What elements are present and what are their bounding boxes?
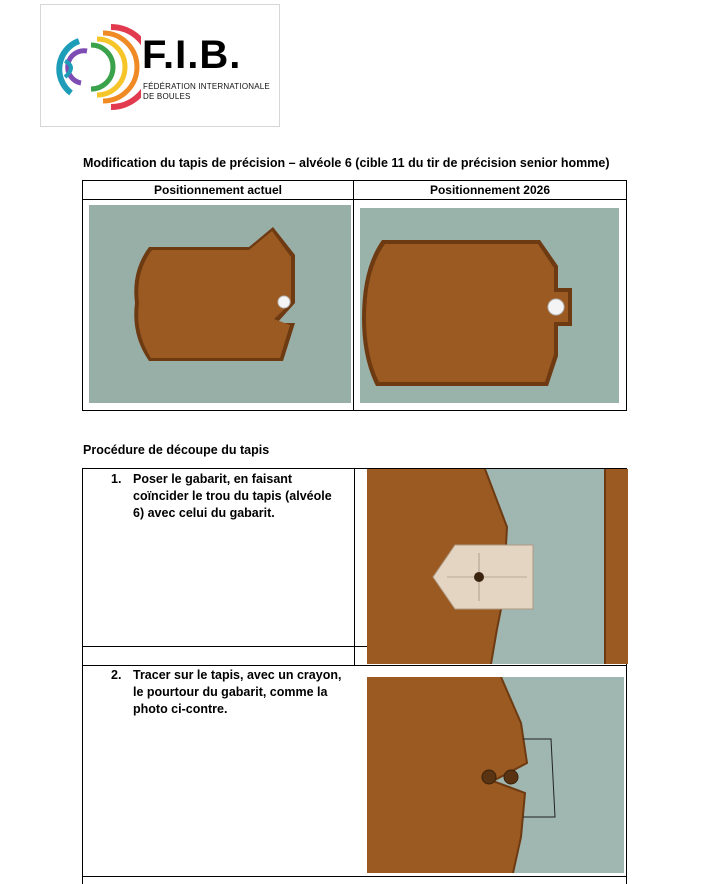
section-heading-modification: Modification du tapis de précision – alvéole 6 (cible 11 du tir de précision senior homme)	[83, 156, 610, 170]
table-divider	[353, 181, 354, 410]
table-divider	[83, 665, 626, 666]
photo-current-position	[89, 205, 351, 403]
column-header-current: Positionnement actuel	[153, 183, 283, 197]
table-divider	[83, 199, 626, 200]
logo-title: F.I.B.	[142, 33, 242, 77]
table-divider	[83, 876, 626, 877]
logo-subtitle-line2: DE BOULES	[143, 92, 191, 101]
logo-subtitle	[143, 82, 270, 102]
fib-logo-mark-icon	[51, 19, 141, 115]
table-divider	[354, 469, 355, 665]
column-header-2026: Positionnement 2026	[429, 183, 551, 197]
logo-subtitle-line1: FÉDÉRATION INTERNATIONALE	[143, 82, 270, 91]
procedure-table	[82, 468, 627, 884]
fib-logo	[40, 4, 280, 127]
photo-template-traced	[367, 677, 624, 873]
step-number: 2.	[111, 668, 122, 682]
table-divider	[83, 646, 367, 647]
photo-template-placed	[367, 469, 628, 664]
step-number: 1.	[111, 472, 122, 486]
step-text: Tracer sur le tapis, avec un crayon, le pourtour du gabarit, comme la photo ci-contre.	[133, 668, 342, 716]
step-text: Poser le gabarit, en faisant coïncider le trou du tapis (alvéole 6) avec celui du gabarit.	[133, 472, 332, 520]
comparison-table	[82, 180, 627, 411]
section-heading-procedure: Procédure de découpe du tapis	[83, 443, 270, 457]
photo-2026-position	[360, 208, 619, 403]
